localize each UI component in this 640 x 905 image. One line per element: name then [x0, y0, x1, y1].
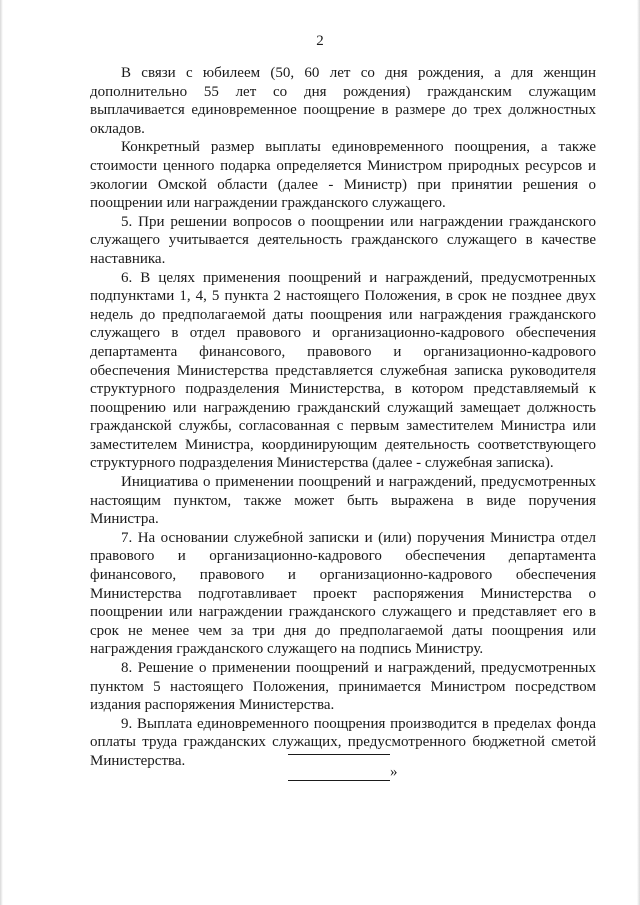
- scan-edge-left: [0, 0, 3, 905]
- paragraph-initiative: Инициатива о применении поощрений и награждений, предусмотренных настоящим пунктом, также может быть выражена в виде поручения Министра.: [90, 474, 596, 528]
- paragraph-amount: Конкретный размер выплаты единовременного поощрения, а также стоимости ценного подарка определяется Министром природных ресурсов и экологии Омской области (далее - Министр) при принятии решения о поощрении или награждении гражданского служащего.: [90, 139, 596, 212]
- closing-quote: »: [390, 764, 398, 780]
- end-rule-1: [288, 754, 390, 755]
- end-rule-2: [288, 780, 390, 781]
- paragraph-item-9: 9. Выплата единовременного поощрения производится в пределах фонда оплаты труда гражданских служащих, предусмотренного бюджетной сметой Министерства.: [90, 715, 596, 769]
- document-body: [90, 64, 596, 771]
- paragraph-item-8: 8. Решение о применении поощрений и награждений, предусмотренных пунктом 5 настоящего Положения, принимается Министром посредством издания распоряжения Министерства.: [90, 660, 596, 714]
- paragraph-item-6: 6. В целях применения поощрений и награждений, предусмотренных подпунктами 1, 4, 5 пункта 2 настоящего Положения, в срок не позднее двух недель до предполагаемой даты поощрения или награждения гражданского служащего в отдел правового и организационно-кадрового обеспечения департамента финансового, правового и организационно-кадрового обеспечения Министерства представляется служебная записка руководителя структурного подразделения Министерства, в котором представляемый к поощрению или награждению гражданский служащий замещает должность гражданской службы, согласованная с первым заместителем Министра или заместителем Министра, координирующим деятельность соответствующего структурного подразделения Министерства (далее - служебная записка).: [90, 269, 596, 472]
- paragraph-jubilee: В связи с юбилеем (50, 60 лет со дня рождения, а для женщин дополнительно 55 лет со дня рождения) гражданским служащим выплачивается единовременное поощрение в размере до трех должностных окладов.: [90, 65, 596, 137]
- paragraph-item-7: 7. На основании служебной записки и (или) поручения Министра отдел правового и организационно-кадрового обеспечения департамента финансового, правового и организационно-кадрового обеспечения Министерства подготавливает проект распоряжения Министерства о поощрении или награждении гражданского служащего и представляет его в срок не менее чем за три дня до предполагаемой даты поощрения или награждения гражданского служащего на подпись Министру.: [90, 529, 596, 658]
- page-number: 2: [316, 33, 324, 49]
- paragraph-item-5: 5. При решении вопросов о поощрении или награждении гражданского служащего учитывается деятельность гражданского служащего в качестве наставника.: [90, 213, 596, 267]
